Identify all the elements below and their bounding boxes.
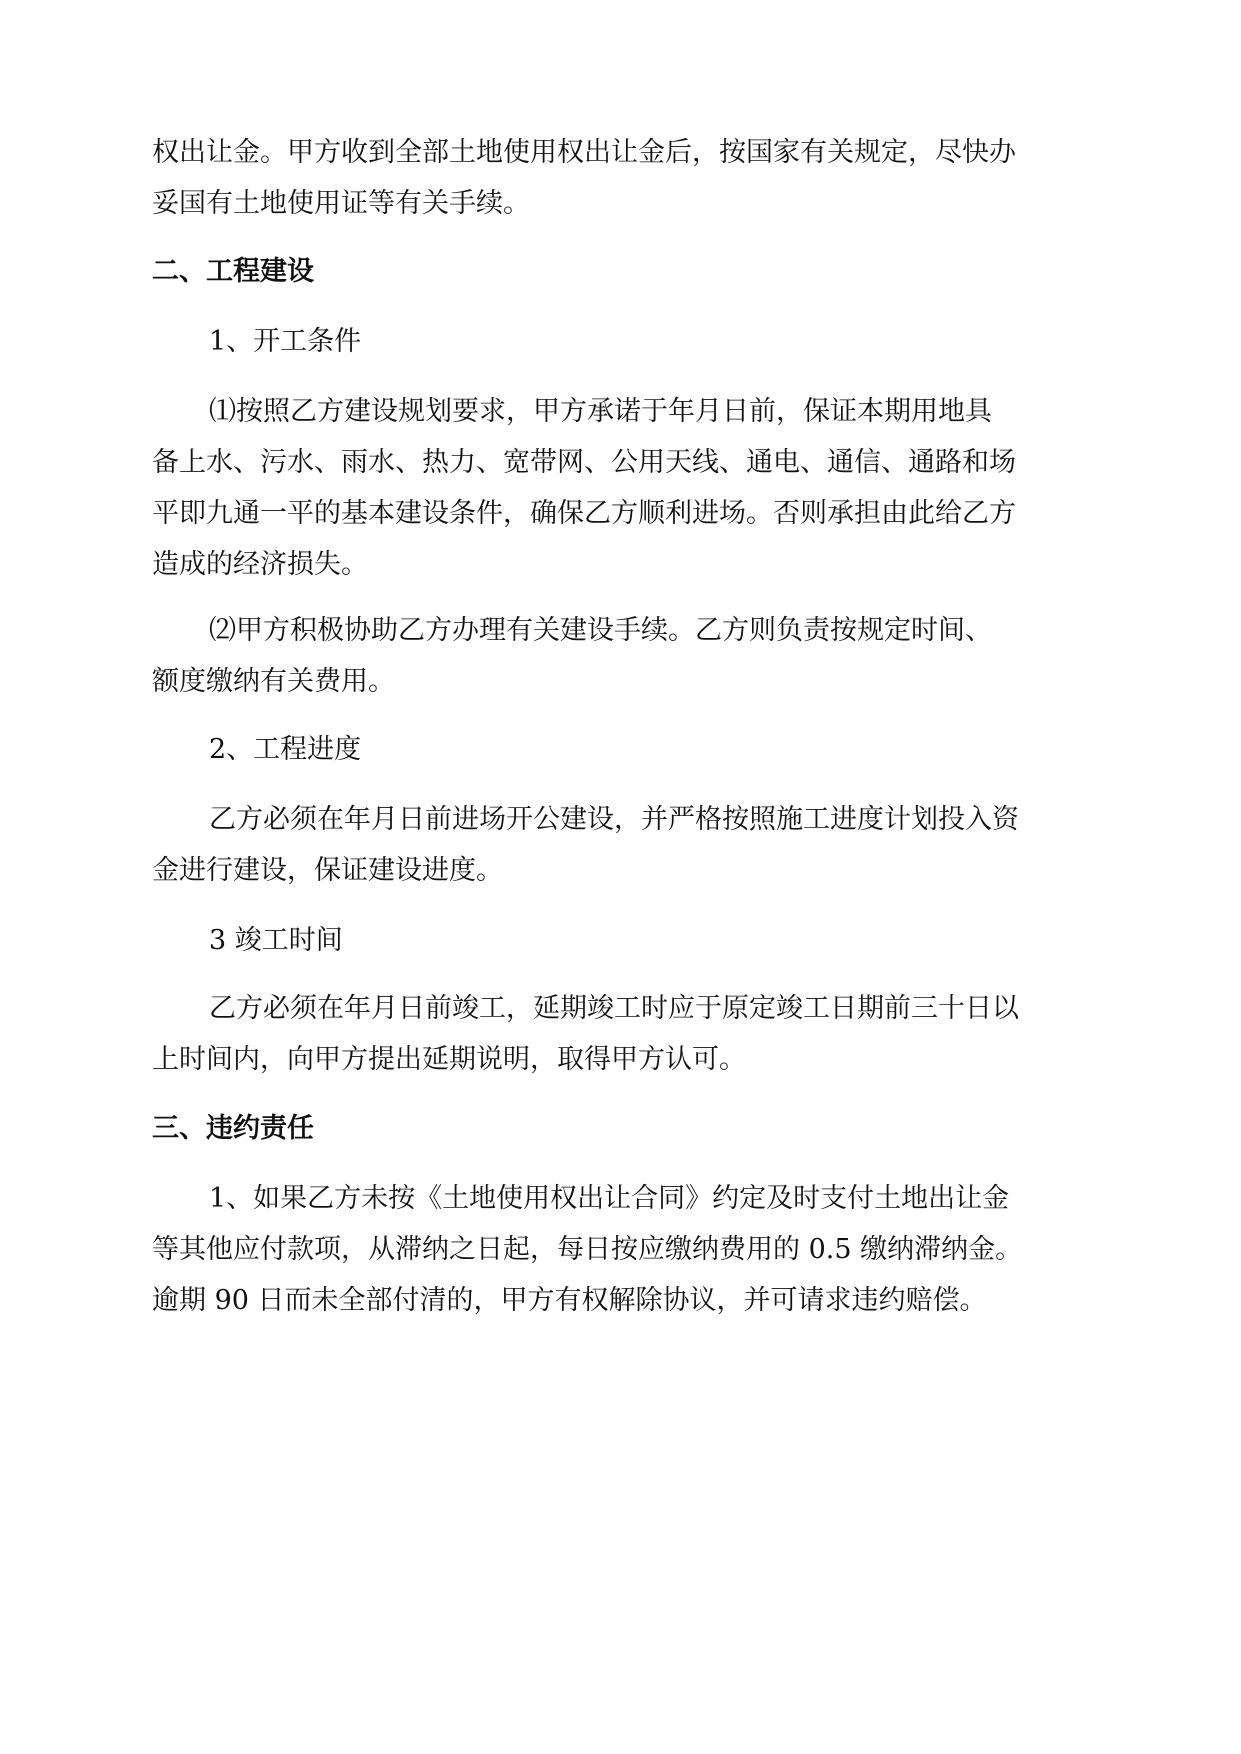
subheading-progress: 2、工程进度 [209, 734, 362, 765]
text-line: ⑴按照乙方建设规划要求，甲方承诺于年月日前，保证本期用地具 [209, 396, 992, 427]
section-heading-construction: 二、工程建设 [152, 256, 314, 287]
text-line: 额度缴纳有关费用。 [152, 666, 395, 697]
subheading-start-conditions: 1、开工条件 [209, 326, 362, 357]
text-line: 逾期 90 日而未全部付清的，甲方有权解除协议，并可请求违约赔偿。 [152, 1285, 987, 1316]
section-heading-breach: 三、违约责任 [152, 1113, 314, 1144]
text-line: 备上水、污水、雨水、热力、宽带网、公用天线、通电、通信、通路和场 [152, 447, 1016, 478]
paragraph-condition-1 [152, 386, 1092, 590]
subheading-completion-time: 3 竣工时间 [209, 925, 343, 956]
paragraph-breach-1 [152, 1173, 1092, 1326]
text-line: 等其他应付款项，从滞纳之日起，每日按应缴纳费用的 0.5 缴纳滞纳金。 [152, 1234, 1023, 1265]
text-line: 权出让金。甲方收到全部土地使用权出让金后，按国家有关规定，尽快办 [152, 137, 1016, 168]
text-line: 妥国有土地使用证等有关手续。 [152, 188, 530, 219]
text-line: 平即九通一平的基本建设条件，确保乙方顺利进场。否则承担由此给乙方 [152, 498, 1016, 529]
text-line: 金进行建设，保证建设进度。 [152, 855, 503, 886]
text-line: 1、如果乙方未按《土地使用权出让合同》约定及时支付土地出让金 [209, 1183, 1010, 1214]
paragraph-progress [152, 794, 1092, 896]
paragraph-condition-2 [152, 605, 1092, 707]
text-line: 乙方必须在年月日前竣工，延期竣工时应于原定竣工日期前三十日以 [209, 993, 1019, 1024]
text-line: 乙方必须在年月日前进场开公建设，并严格按照施工进度计划投入资 [209, 804, 1019, 835]
text-line: ⑵甲方积极协助乙方办理有关建设手续。乙方则负责按规定时间、 [209, 615, 992, 646]
text-line: 造成的经济损失。 [152, 549, 368, 580]
paragraph-completion [152, 983, 1092, 1085]
text-line: 上时间内，向甲方提出延期说明，取得甲方认可。 [152, 1044, 746, 1075]
paragraph-payment-completion [152, 127, 1092, 229]
